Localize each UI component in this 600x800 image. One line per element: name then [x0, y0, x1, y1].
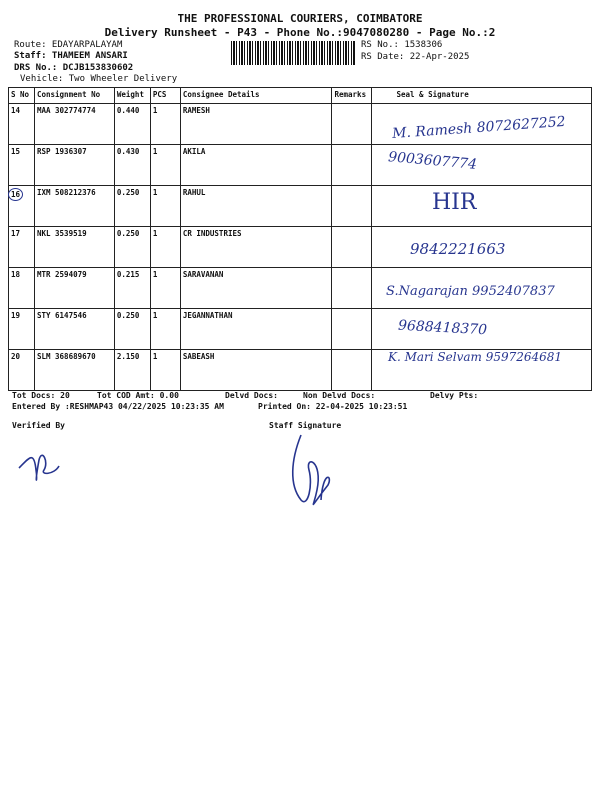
remarks-cell: [332, 309, 372, 350]
weight-cell: 0.215: [114, 268, 150, 309]
remarks-cell: [332, 350, 372, 391]
total-docs: Tot Docs: 20: [12, 391, 70, 400]
sno-circled: 16: [8, 188, 23, 201]
vehicle: Vehicle: Two Wheeler Delivery: [20, 74, 178, 84]
sno-cell: 15: [9, 145, 35, 186]
table-header-row: [9, 88, 592, 104]
col-header: S No: [9, 88, 35, 104]
rs-date: RS Date: 22-Apr-2025: [361, 52, 470, 62]
remarks-cell: [332, 186, 372, 227]
handwritten-signature-16: HIR: [432, 190, 477, 215]
sno-cell: 17: [9, 227, 35, 268]
printed-on: Printed On: 22-04-2025 10:23:51: [258, 402, 408, 411]
handwritten-signature-19: 9688418370: [397, 317, 488, 339]
consignee-cell: JEGANNATHAN: [180, 309, 332, 350]
consignment-cell: MTR 2594079: [34, 268, 114, 309]
non-delivered-docs: Non Delvd Docs:: [303, 391, 376, 400]
pcs-cell: 1: [150, 350, 180, 391]
sno-cell: 14: [9, 104, 35, 145]
signature-cell: [372, 186, 592, 227]
verified-by-label: Verified By: [12, 421, 65, 430]
remarks-cell: [332, 145, 372, 186]
staff-signature-scribble: [283, 430, 353, 520]
staff: Staff: THAMEEM ANSARI: [14, 51, 128, 61]
delivered-docs: Delvd Docs:: [225, 391, 278, 400]
handwritten-signature-17: 9842221663: [410, 240, 506, 258]
consignee-cell: AKILA: [180, 145, 332, 186]
weight-cell: 0.250: [114, 186, 150, 227]
col-header: Remarks: [332, 88, 372, 104]
entered-by: Entered By :RESHMAP43 04/22/2025 10:23:35 AM: [12, 402, 224, 411]
pcs-cell: 1: [150, 145, 180, 186]
pcs-cell: 1: [150, 268, 180, 309]
col-header: Weight: [114, 88, 150, 104]
handwritten-signature-18: S.Nagarajan 9952407837: [386, 284, 555, 299]
pcs-cell: 1: [150, 227, 180, 268]
col-header: Consignee Details: [180, 88, 332, 104]
delivery-points: Delvy Pts:: [430, 391, 479, 400]
consignee-cell: CR INDUSTRIES: [180, 227, 332, 268]
route: Route: EDAYARPALAYAM: [14, 40, 123, 50]
col-header: Consignment No: [34, 88, 114, 104]
pcs-cell: 1: [150, 186, 180, 227]
sno-cell: 20: [9, 350, 35, 391]
sno-cell: 18: [9, 268, 35, 309]
remarks-cell: [332, 227, 372, 268]
total-cod-amount: Tot COD Amt: 0.00: [97, 391, 179, 400]
weight-cell: 0.250: [114, 309, 150, 350]
rs-number: RS No.: 1538306: [361, 40, 443, 50]
staff-signature-label: Staff Signature: [269, 421, 342, 430]
drs-number: DRS No.: DCJB153830602: [14, 63, 134, 73]
consignee-cell: SARAVANAN: [180, 268, 332, 309]
runsheet-title: Delivery Runsheet - P43 - Phone No.:9047080280 - Page No.:2: [104, 26, 496, 39]
weight-cell: 2.150: [114, 350, 150, 391]
consignee-cell: SABEASH: [180, 350, 332, 391]
table-row: [9, 309, 592, 350]
consignment-cell: SLM 368689670: [34, 350, 114, 391]
handwritten-signature-14: M. Ramesh 8072627252: [391, 113, 567, 143]
company-title: THE PROFESSIONAL COURIERS, COIMBATORE: [177, 12, 423, 25]
table-row: [9, 145, 592, 186]
table-row: [9, 186, 592, 227]
consignment-cell: STY 6147546: [34, 309, 114, 350]
consignee-cell: RAHUL: [180, 186, 332, 227]
remarks-cell: [332, 268, 372, 309]
col-header: PCS: [150, 88, 180, 104]
weight-cell: 0.440: [114, 104, 150, 145]
weight-cell: 0.250: [114, 227, 150, 268]
handwritten-signature-15: 9003607774: [387, 149, 478, 173]
sno-cell: [9, 186, 35, 227]
pcs-cell: 1: [150, 104, 180, 145]
col-header: Seal & Signature: [372, 88, 592, 104]
barcode: [231, 41, 356, 65]
remarks-cell: [332, 104, 372, 145]
pcs-cell: 1: [150, 309, 180, 350]
sno-cell: 19: [9, 309, 35, 350]
consignment-cell: MAA 302774774: [34, 104, 114, 145]
handwritten-signature-20: K. Mari Selvam 9597264681: [388, 350, 563, 364]
consignment-cell: NKL 3539519: [34, 227, 114, 268]
consignee-cell: RAMESH: [180, 104, 332, 145]
consignment-cell: RSP 1936307: [34, 145, 114, 186]
verifier-signature-scribble: [14, 440, 74, 490]
consignment-cell: IXM 508212376: [34, 186, 114, 227]
weight-cell: 0.430: [114, 145, 150, 186]
